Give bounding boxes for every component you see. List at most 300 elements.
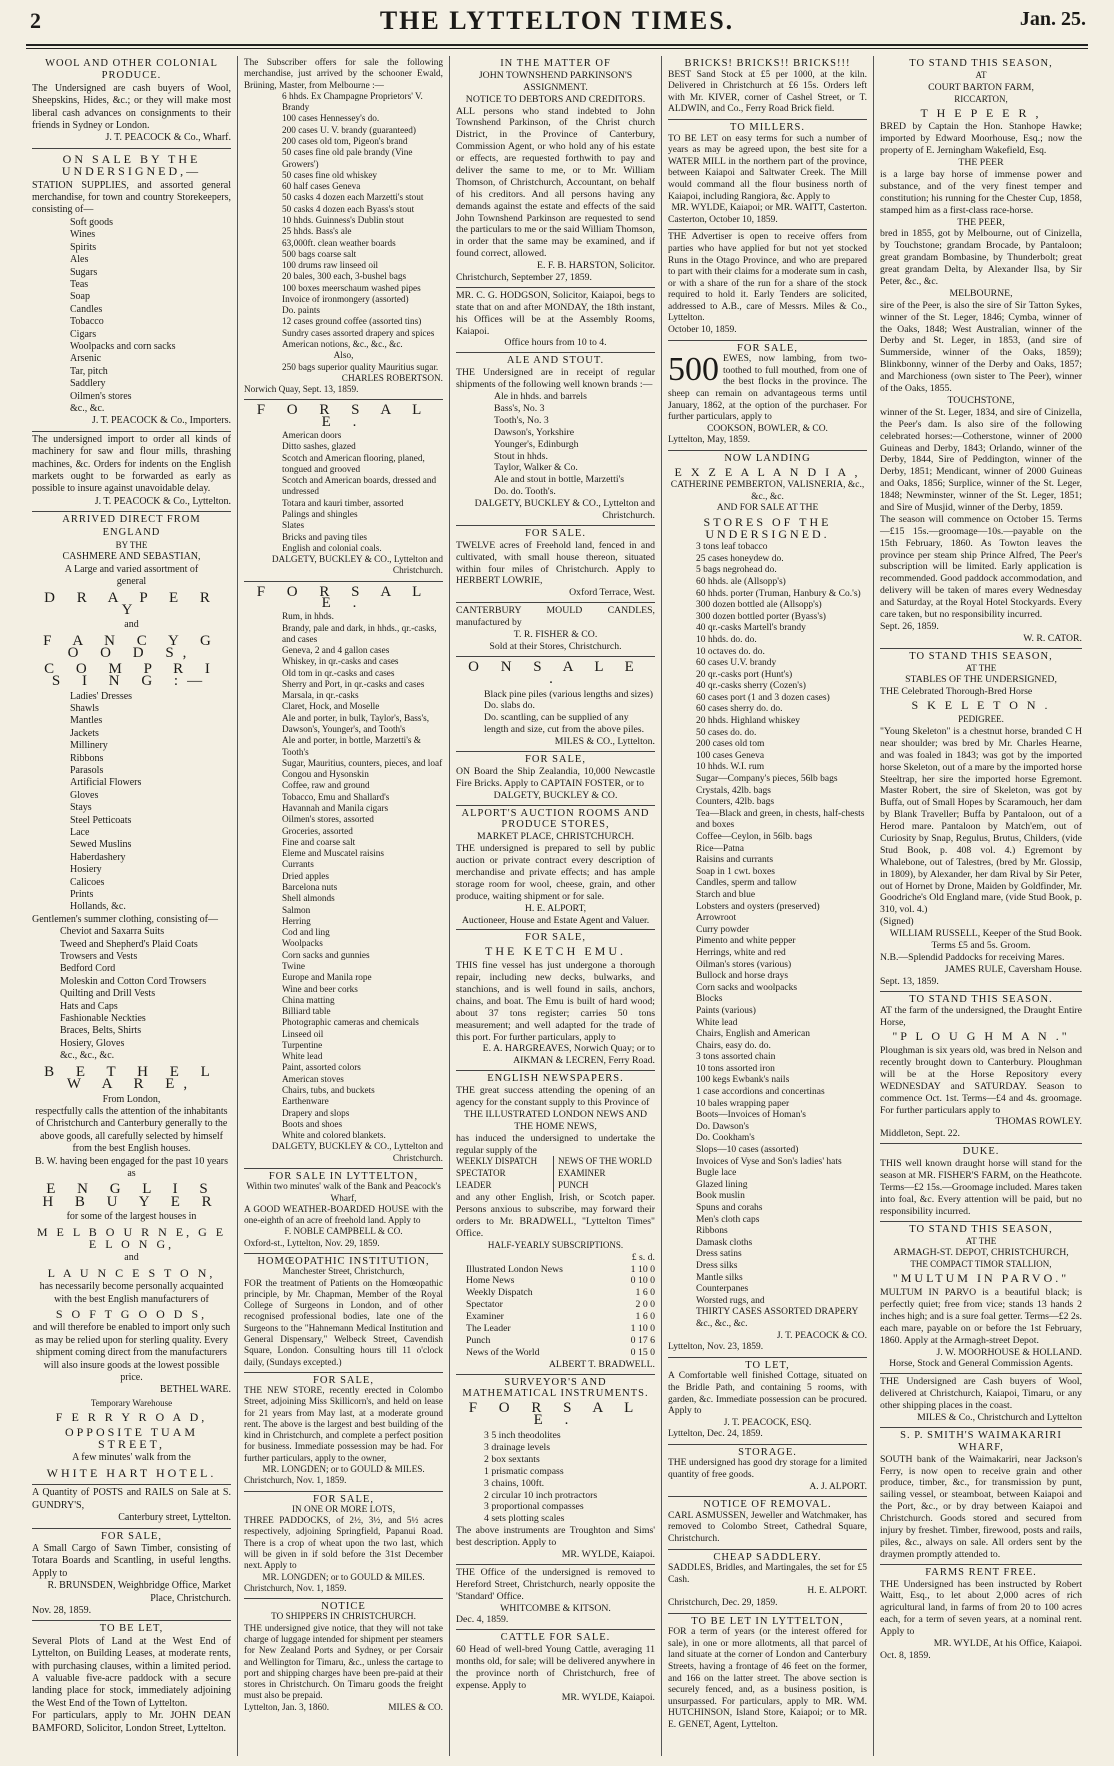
ad-date: Casterton, October 10, 1859. bbox=[668, 214, 778, 225]
ad-signature: MR. LONGDEN; or to GOULD & MILES. bbox=[262, 1465, 425, 1476]
ad-body: MR. C. G. HODGSON, Solicitor, Kaiapoi, begs to state that on and after MONDAY, the 18th instant, his Offices will be at the Assembly Rooms, Kaiapoi. bbox=[456, 289, 655, 337]
item-list bbox=[244, 612, 443, 1142]
ad-text: Also, bbox=[333, 351, 354, 362]
list-item: Ribbons bbox=[696, 1226, 728, 1237]
list-item: Woolpacks bbox=[282, 939, 323, 950]
ad-heading: ALE AND STOUT. bbox=[506, 355, 605, 367]
list-item: Totara and kauri timber, assorted bbox=[282, 498, 404, 509]
ad-heading: IN THE MATTER OF bbox=[500, 58, 611, 69]
list-item: Moleskin and Cotton Cord Trowsers bbox=[60, 975, 207, 987]
list-item: 200 cases old tom, Pigeon's brand bbox=[282, 136, 408, 147]
list-item: 10 hhds. W.I. rum bbox=[696, 762, 765, 773]
ad-date: Christchurch, September 27, 1859. bbox=[456, 272, 592, 284]
list-item: Tar, pitch bbox=[70, 365, 108, 377]
list-item: Wines bbox=[70, 229, 96, 241]
list-item: Currants bbox=[282, 860, 314, 871]
list-item: Whiskey, in qr.-casks and cases bbox=[282, 657, 399, 668]
ad-text: AT THE bbox=[965, 1235, 997, 1246]
ad-to-be-let bbox=[32, 1621, 231, 1738]
list-item: American stoves bbox=[282, 1074, 344, 1085]
list-item: Younger's, Edinburgh bbox=[494, 438, 579, 450]
ad-heading: WOOL AND OTHER COLONIAL PRODUCE. bbox=[45, 58, 218, 82]
ad-signature: MR. LONGDEN; or to GOULD & MILES. bbox=[262, 1572, 425, 1583]
ad-signature: WHITCOMBE & KITSON. bbox=[500, 1602, 611, 1614]
ad-display-text: S O F T G O O D S, bbox=[55, 1307, 208, 1321]
ad-subheading: TOUCHSTONE, bbox=[947, 394, 1015, 406]
table-row bbox=[456, 1323, 655, 1335]
ad-signature: R. BRUNSDEN, Weighbridge Office, Market Place, Christchurch. bbox=[47, 1580, 231, 1604]
list-item: Black pine piles (various lengths and sizes) bbox=[484, 688, 653, 700]
ad-number: 500 bbox=[668, 351, 719, 389]
ad-signature: J. T. PEACOCK & Co., Lyttelton. bbox=[94, 495, 231, 507]
list-item: Tea—Black and green, in chests, half-chests and boxes bbox=[696, 808, 865, 831]
list-item: 20 hhds. Highland whiskey bbox=[696, 716, 800, 727]
list-item: 50 cases fine old whiskey bbox=[282, 170, 378, 181]
list-item: White lead bbox=[696, 1017, 738, 1028]
list-item: Dress satins bbox=[696, 1249, 742, 1260]
list-item: 100 cases Hennessey's do. bbox=[282, 114, 380, 125]
ad-body: and any other English, Irish, or Scotch paper. Persons anxious to subscribe, may forward their orders to Mr. BRADWELL, "Lyttelton Times" Office. bbox=[456, 1192, 655, 1239]
list-item: Ale in hhds. and barrels bbox=[494, 391, 587, 403]
list-item: 1 case accordions and concertinas bbox=[696, 1087, 825, 1098]
ad-body: THIS well known draught horse will stand for the season at MR. FISHER'S FARM, on the Heathcote. Terms—£2 15s.—Groomage included. Mares taken into foal, &c. Every attention will be paid, but no responsibility incurred. bbox=[880, 1158, 1082, 1217]
list-item: 10 hhds. Guinness's Dublin stout bbox=[282, 215, 404, 226]
list-item: Raisins and currants bbox=[696, 855, 774, 866]
list-item: Drapery and slops bbox=[282, 1108, 350, 1119]
ad-ewes bbox=[668, 341, 867, 451]
list-item: Fine and coarse salt bbox=[282, 837, 356, 848]
list-item: Woolpacks and corn sacks bbox=[70, 340, 176, 352]
ad-body: has necessarily become personally acquainted with the best English manufacturers of bbox=[39, 1281, 224, 1305]
ad-parkinson bbox=[456, 56, 655, 288]
ad-text: Sold at their Stores, Christchurch. bbox=[489, 640, 622, 652]
list-item: Book muslin bbox=[696, 1191, 745, 1202]
ad-body: Ploughman is six years old, was bred in Nelson and recently brought down to Canterbury. Ploughman will be at the Horse Repository every WEDNESDAY and SATURDAY. Season to commence Oct. 1st. Terms—£4 and 4s. groomage. For further particulars apply to bbox=[880, 1045, 1082, 1116]
ad-body: is a large bay horse of immense power and substance, and of the very finest temper and constitution; his running for the Chester Cup, 1858, stamped him as a first-class race-horse. bbox=[880, 169, 1082, 216]
list-item: Sugar—Company's pieces, 56lb bags bbox=[696, 774, 838, 785]
ad-signature: Oxford Terrace, West. bbox=[569, 587, 655, 599]
table-row bbox=[456, 1264, 655, 1276]
ad-for-sale-timber bbox=[244, 400, 443, 581]
ad-text: 250 bags superior quality Mauritius sugar. bbox=[282, 362, 439, 373]
ad-subheading: MELBOURNE, bbox=[949, 287, 1013, 299]
list-item: Hats and Caps bbox=[60, 1000, 118, 1012]
ad-body: THE Office of the undersigned is removed to Hereford Street, Christchurch, nearly opposite the 'Standard' Office. bbox=[456, 1566, 655, 1602]
ad-signature: CHARLES ROBERTSON. bbox=[341, 373, 443, 384]
ad-heading: HOMŒOPATHIC INSTITUTION, bbox=[257, 1255, 430, 1267]
ad-heading: TO STAND THIS SEASON, bbox=[909, 1223, 1053, 1235]
list-item: Gloves bbox=[70, 789, 99, 801]
item-list bbox=[244, 92, 443, 351]
list-item: Corn sacks and gunnies bbox=[282, 950, 370, 961]
ad-body: The undersigned import to order all kinds of machinery for saw and flour mills, thrashing machines, &c. Orders for indents on the English markets ought to be forwarded as early as possible to insure against unavoidable delay. bbox=[32, 433, 231, 495]
ad-text: Auctioneer, House and Estate Agent and Valuer. bbox=[461, 914, 650, 926]
ad-text: From London, bbox=[102, 1093, 161, 1105]
ad-text: HALF-YEARLY SUBSCRIPTIONS. bbox=[487, 1239, 624, 1250]
ad-display-text: L A U N C E S T O N, bbox=[47, 1265, 216, 1280]
list-item: Taylor, Walker & Co. bbox=[494, 462, 578, 474]
list-item: Soap bbox=[70, 291, 90, 303]
list-item: Men's cloth caps bbox=[696, 1214, 760, 1225]
item-list bbox=[456, 391, 655, 498]
ad-farms-rent-free bbox=[880, 1565, 1082, 1665]
ad-text: AND FOR SALE AT THE bbox=[716, 503, 819, 514]
list-item: 5 bags negrohead do. bbox=[696, 565, 777, 576]
list-item: Calicoes bbox=[70, 876, 105, 888]
list-item: EXAMINER bbox=[558, 1168, 606, 1179]
ad-heading: DUKE. bbox=[962, 1146, 1000, 1158]
ad-freehold bbox=[456, 526, 655, 603]
ad-cottage bbox=[668, 1358, 867, 1445]
ad-display-text: "MULTUM IN PARVO." bbox=[892, 1271, 1070, 1286]
list-item: White and colored blankets. bbox=[282, 1131, 386, 1142]
ad-signature: A. J. ALPORT. bbox=[809, 1481, 867, 1492]
list-item: 63,000ft. clean weather boards bbox=[282, 238, 396, 249]
ad-text: BY THE bbox=[115, 540, 148, 551]
list-item: Pimento and white pepper bbox=[696, 936, 796, 947]
ad-heading: BRICKS! BRICKS!! BRICKS!!! bbox=[684, 58, 851, 69]
ad-body: TWELVE acres of Freehold land, fenced in and cultivated, with small house thereon, situated within four miles of Christchurch. Apply to HERBERT LOWRIE, bbox=[456, 539, 655, 587]
list-item: Blocks bbox=[696, 994, 723, 1005]
list-item: Eleme and Muscatel raisins bbox=[282, 849, 384, 860]
list-item: Saddlery bbox=[70, 378, 106, 390]
list-item: 60 cases sherry do. do. bbox=[696, 704, 783, 715]
ad-heading: NOTICE OF REMOVAL. bbox=[703, 1499, 832, 1511]
list-item: Lobsters and oysters (preserved) bbox=[696, 901, 820, 912]
ad-signature: J. T. PEACOCK & Co., Wharf. bbox=[105, 132, 231, 144]
ad-heading: ON SALE BY THE UNDERSIGNED,— bbox=[61, 151, 202, 179]
list-item: Herring bbox=[282, 916, 311, 927]
ad-signature: MILES & Co., Christchurch and Lyttelton bbox=[917, 1411, 1082, 1423]
ad-body: CANTERBURY MOULD CANDLES, manufactured by bbox=[456, 605, 655, 629]
list-item: Barcelona nuts bbox=[282, 882, 338, 893]
ad-text: TO SHIPPERS IN CHRISTCHURCH. bbox=[271, 1612, 416, 1623]
list-item: Marsala, in qr.-casks bbox=[282, 691, 359, 702]
ad-date: October 10, 1859. bbox=[668, 325, 737, 336]
list-item: 25 hhds. Bass's ale bbox=[282, 227, 352, 238]
list-item: Damask cloths bbox=[696, 1237, 753, 1248]
columns bbox=[26, 56, 1088, 1756]
list-item: Do. paints bbox=[282, 306, 321, 317]
list-item: Bricks and paving tiles bbox=[282, 532, 368, 543]
ad-text: AT THE bbox=[965, 662, 997, 673]
list-item: LEADER bbox=[456, 1180, 492, 1191]
list-item: 10 tons assorted iron bbox=[696, 1063, 775, 1074]
table-cell-name: Punch bbox=[466, 1334, 491, 1346]
ad-body: TO BE LET on easy terms for such a number of years as may be agreed upon, the best site for a WATER MILL in the northern part of the province, between Kaiapoi and Saltwater Creek. The Mill would command all the flour business north of Kaiapoi, including Rangiora, &c. Apply to bbox=[668, 133, 867, 202]
list-item: Sewed Muslins bbox=[70, 839, 132, 851]
ad-notice-shippers bbox=[244, 1599, 443, 1717]
ad-heading: ENGLISH NEWSPAPERS. bbox=[487, 1073, 624, 1085]
ad-date: Middleton, Sept. 22. bbox=[880, 1128, 960, 1140]
ad-heading: TO BE LET IN LYTTELTON, bbox=[691, 1615, 844, 1627]
ad-display-text: STORES OF THE UNDERSIGNED. bbox=[703, 514, 832, 541]
ad-text: Terms £5 and 5s. Groom. bbox=[931, 940, 1031, 952]
ad-sawn-timber bbox=[32, 1529, 231, 1622]
ad-display-text: D R A P E R Y bbox=[44, 589, 219, 619]
ad-display-text: T H E P E E R , bbox=[920, 105, 1042, 120]
table-row bbox=[456, 1275, 655, 1287]
ad-display-text: E N G L I S H B U Y E R bbox=[42, 1181, 221, 1210]
ad-signature: J. W. MOORHOUSE & HOLLAND. bbox=[936, 1346, 1082, 1358]
list-item: Do. do. Tooth's. bbox=[494, 486, 556, 498]
list-item: Linseed oil bbox=[282, 1029, 324, 1040]
ad-footer bbox=[244, 1703, 443, 1714]
ad-display-text: F E R R Y R O A D, bbox=[55, 1410, 208, 1425]
ad-paddocks bbox=[244, 1492, 443, 1600]
subscription-table bbox=[456, 1264, 655, 1359]
ad-body: THE undersigned has good dry storage for a limited quantity of free goods. bbox=[668, 1458, 867, 1481]
list-item: Trowsers and Vests bbox=[60, 951, 138, 963]
ad-signature: COOKSON, BOWLER, & CO. bbox=[707, 423, 828, 434]
list-item: Claret, Hock, and Moselle bbox=[282, 702, 380, 713]
ad-text: Horse, Stock and General Commission Agents. bbox=[889, 1358, 1073, 1370]
list-item: 60 hhds. ale (Allsopp's) bbox=[696, 576, 786, 587]
ad-date: Norwich Quay, Sept. 13, 1859. bbox=[244, 385, 359, 396]
list-item: PUNCH bbox=[558, 1180, 589, 1191]
list-item: Worsted rugs, and bbox=[696, 1295, 765, 1306]
ad-signature: THOMAS ROWLEY. bbox=[995, 1116, 1082, 1128]
list-item: Quilting and Drill Vests bbox=[60, 988, 156, 1000]
list-item: Soap in 1 cwt. boxes bbox=[696, 866, 775, 877]
ad-signature: E. A. HARGREAVES, Norwich Quay; or to AIKMAN & LECREN, Ferry Road. bbox=[482, 1043, 655, 1067]
ad-body: THE Advertiser is open to receive offers from parties who have applied for but not yet stocked Runs in the Otago Province, and who are prepared to part with their claims for a moderate sum in cash, or with a share of the run for a share of the stock required to hold it. Early Tenders are solicited, addressed to A.B., care of Messrs. Miles & Co., Lyttelton. bbox=[668, 232, 867, 324]
list-item: 3 drainage levels bbox=[484, 1441, 551, 1453]
list-item: Corn sacks and woolpacks bbox=[696, 982, 798, 993]
list-item: Sundry cases assorted drapery and spices bbox=[282, 328, 435, 339]
list-item: Cigars bbox=[70, 328, 97, 340]
ad-hodgson bbox=[456, 288, 655, 353]
list-item: Slops—10 cases (assorted) bbox=[696, 1145, 799, 1156]
column-4 bbox=[662, 56, 874, 1756]
list-item: Artificial Flowers bbox=[70, 777, 142, 789]
ad-heading: ALPORT'S AUCTION ROOMS AND PRODUCE STORES, bbox=[461, 807, 650, 831]
table-cell-price: 0 17 6 bbox=[630, 1334, 655, 1346]
ad-signature: J. T. PEACOCK & Co., Importers. bbox=[91, 415, 231, 427]
ad-instruments bbox=[456, 1375, 655, 1565]
list-item: Dawson's, Yorkshire bbox=[494, 426, 575, 438]
table-cell-name: Weekly Dispatch bbox=[466, 1287, 533, 1299]
ad-display-text: F O R S A L E . bbox=[468, 1400, 643, 1429]
ad-heading: CATTLE FOR SALE. bbox=[500, 1632, 611, 1644]
ad-text: CATHERINE PEMBERTON, VALISNERIA, &c., &c., &c. bbox=[670, 480, 865, 502]
ad-text: Temporary Warehouse bbox=[90, 1397, 173, 1408]
list-item: 50 cases fine old pale brandy (Vine Growers') bbox=[282, 148, 413, 170]
list-item: Hollands, &c. bbox=[70, 901, 126, 913]
list-item: 300 dozen bottled porter (Byass's) bbox=[696, 611, 826, 622]
ad-storage bbox=[668, 1445, 867, 1497]
list-item: Oilman's stores (various) bbox=[696, 959, 792, 970]
ad-body: sire of the Peer, is also the sire of Sir Tatton Sykes, winner of the St. Leger, 1846; Cymba, winner of the Oaks, 1848; West Australian, winner of the Derby and St. Leger, in 1853, (and sire of Summerside, winner of the Oaks, 1859); Blinkbonny, winner of the Derby and Oaks, 1857; and Marchioness (own sister to The Peer), winner of the Oaks, 1855. bbox=[880, 299, 1082, 395]
list-item: Haberdashery bbox=[70, 851, 126, 863]
ad-signature: F. NOBLE CAMPBELL & CO. bbox=[284, 1227, 403, 1238]
list-item: Ales bbox=[70, 254, 89, 266]
ad-wool bbox=[32, 56, 231, 149]
ad-text: COURT BARTON FARM, bbox=[928, 81, 1034, 93]
ad-display-text: WHITE HART HOTEL. bbox=[46, 1465, 217, 1480]
ad-heading: TO MILLERS. bbox=[730, 121, 805, 133]
ad-signature: WILLIAM RUSSELL, Keeper of the Stud Book. bbox=[889, 928, 1082, 940]
column-2 bbox=[238, 56, 450, 1756]
list-item: 20 qr.-casks port (Hunt's) bbox=[696, 669, 793, 680]
ad-signature: MILES & CO. bbox=[388, 1702, 443, 1713]
table-cell-price: 1 10 0 bbox=[630, 1322, 655, 1334]
ad-heading: FOR SALE, bbox=[101, 1530, 162, 1542]
ad-body: THE Undersigned are in receipt of regular shipments of the following well known brands :— bbox=[456, 367, 655, 391]
list-item: 100 cases Geneva bbox=[696, 750, 765, 761]
list-item: Ribbons bbox=[70, 752, 104, 764]
list-item: Invoice of ironmongery (assorted) bbox=[282, 294, 409, 305]
ad-signature: MILES & CO., Lyttelton. bbox=[554, 736, 655, 748]
list-item: Billiard table bbox=[282, 1007, 331, 1018]
ad-body: The Subscriber offers for sale the following merchandise, just arrived by the schooner Ewald, Brüning, Master, from Melbourne :— bbox=[244, 58, 443, 91]
ad-subheading: THE PEER, bbox=[957, 216, 1005, 228]
list-item: Parasols bbox=[70, 764, 104, 776]
item-list bbox=[456, 1156, 553, 1192]
ad-display-text: THE KETCH EMU. bbox=[485, 944, 626, 959]
list-item: Counters, 42lb. bags bbox=[696, 797, 775, 808]
ad-heading: TO STAND THIS SEASON. bbox=[909, 993, 1053, 1005]
ad-subheading: PEDIGREE. bbox=[958, 714, 1004, 725]
ad-text: and bbox=[124, 1252, 139, 1264]
ad-date: Christchurch, Nov. 1, 1859. bbox=[244, 1583, 347, 1594]
ad-signature: DALGETY, BUCKLEY & CO., Lyttelton and Christchurch. bbox=[271, 1142, 443, 1164]
ad-millers bbox=[668, 120, 867, 230]
ad-body: B. W. having been engaged for the past 10 years as bbox=[34, 1155, 228, 1179]
ad-text: and bbox=[124, 619, 139, 631]
list-item: Twine bbox=[282, 961, 305, 972]
item-list bbox=[456, 689, 655, 737]
ad-body: ON Board the Ship Zealandia, 10,000 Newcastle Fire Bricks. Apply to CAPTAIN FOSTER, or to bbox=[456, 765, 655, 789]
ad-signature: DALGETY, BUCKLEY & CO., Lyttelton and Christchurch. bbox=[474, 498, 655, 521]
list-item: Slates bbox=[282, 521, 305, 532]
list-item: 50 casks 4 dozen each Marzetti's stout bbox=[282, 193, 424, 204]
ad-text: AT bbox=[975, 69, 987, 80]
list-item: Tooth's, No. 3 bbox=[494, 414, 549, 426]
issue-date: Jan. 25. bbox=[1019, 8, 1086, 30]
list-item: Chairs, easy do. do. bbox=[696, 1040, 771, 1051]
list-item: 300 dozen bottled ale (Allsopp's) bbox=[696, 600, 822, 611]
list-item: NEWS OF THE WORLD bbox=[558, 1156, 652, 1167]
ad-body: and will therefore be enabled to import only such as may be relied upon for sterling quality. Every shipment coming direct from the manufacturers will also insure goods at the lowest possible price. bbox=[32, 1322, 231, 1384]
list-item: 2 box sextants bbox=[484, 1453, 540, 1465]
list-item: Counterpanes bbox=[696, 1284, 749, 1295]
ad-heading: F O R S A L E . bbox=[256, 583, 431, 611]
list-item: Shell almonds bbox=[282, 894, 335, 905]
list-item: Salmon bbox=[282, 905, 311, 916]
ad-subheading: THE PEER bbox=[958, 157, 1004, 169]
list-item: Chairs, English and American bbox=[696, 1029, 810, 1040]
list-item: Paints (various) bbox=[696, 1005, 756, 1016]
ad-signature: JAMES RULE, Caversham House. bbox=[944, 963, 1082, 975]
list-item: Turpentine bbox=[282, 1040, 323, 1051]
list-item: Sherry and Port, in qr.-casks and cases bbox=[282, 679, 425, 690]
ad-signature: H. E. ALPORT. bbox=[807, 1586, 867, 1597]
list-item: White lead bbox=[282, 1052, 323, 1063]
list-item: Ale and porter, in bulk, Taylor's, Bass's, Dawson's, Younger's, and Tooth's bbox=[282, 713, 430, 736]
list-item: 1 prismatic compass bbox=[484, 1465, 564, 1477]
ad-display-text: F A N C Y G O O D S, bbox=[43, 632, 220, 662]
list-item: Candles, sperm and tallow bbox=[696, 878, 797, 889]
list-item: Spirits bbox=[70, 241, 97, 253]
table-cell-price: 0 10 0 bbox=[630, 1275, 655, 1287]
list-item: Shawls bbox=[70, 702, 99, 714]
ad-body: FOR a term of years (or the interest offered for sale), in one or more allotments, all that parcel of land situate at the corner of London and Canterbury Streets, having a frontage of 46 feet on the former, and 166 on the latter street. The above section is securely fenced, and, as a business position, is unsurpassed. For particulars, apply to MR. WM. HUTCHINSON, Island Store, Kaiapoi; or to MR. E. GENET, Agent, Lyttelton. bbox=[668, 1627, 867, 1730]
item-list bbox=[668, 542, 867, 1330]
ad-text: A few minutes' walk from the bbox=[72, 1452, 191, 1464]
ad-body: SADDLES, Bridles, and Martingales, the set for £5 Cash. bbox=[668, 1563, 867, 1585]
ad-text: JOHN TOWNSHEND PARKINSON'S ASSIGNMENT. bbox=[478, 69, 633, 93]
ad-heading: FOR SALE, bbox=[737, 342, 798, 354]
list-item: Brandy, pale and dark, in hhds., qr.-casks, and cases bbox=[282, 623, 437, 645]
ad-date: Lyttelton, Nov. 23, 1859. bbox=[668, 1342, 764, 1353]
list-item: American doors bbox=[282, 431, 342, 441]
table-cell-name: News of the World bbox=[466, 1346, 540, 1358]
ad-date: Oxford-st., Lyttelton, Nov. 29, 1859. bbox=[244, 1238, 380, 1249]
ad-signature: T. R. FISHER & CO. bbox=[513, 628, 598, 640]
list-item: Havannah and Manila cigars bbox=[282, 804, 389, 814]
list-item: 3 5 inch theodolites bbox=[484, 1430, 561, 1442]
list-item: Coffee, raw and ground bbox=[282, 781, 370, 792]
table-cell-price: 1 6 0 bbox=[635, 1311, 655, 1323]
ad-body: SOUTH bank of the Waimakariri, near Jackson's Ferry, is now open to receive grain and other produce, timber, &c., for transmission by punt, sailing vessel, or steamboat, between Kaiapoi and the Port, &c., or by dray between Kaiapoi and Christchurch. Goods stored and secured from injury by freshet. Timber, firewood, posts and rails, piles, &c., always on sale. All orders sent by the draymen promptly attended to. bbox=[880, 1453, 1082, 1560]
item-list bbox=[456, 1430, 655, 1525]
ad-heading: NOTICE bbox=[321, 1601, 366, 1613]
list-item: Oilmen's stores bbox=[70, 390, 132, 402]
ad-body: ALL persons who stand indebted to John Townshend Parkinson, of the Christ church District, in the Province of Canterbury, Commission Agent, or who hold any of his estate or effects, are requested forthwith to pay and deliver the same to me, or to Mr. William Thomson, of Christchurch, Accountant, on behalf of his creditors. And all persons having any demands against the estate and effects of the said John Townshend Parkinson are requested to send the particulars to me or the said William Thomson, in order that the same may be examined, and if found correct, allowed. bbox=[456, 105, 655, 260]
ad-cattle bbox=[456, 1630, 655, 1706]
ad-heading: TO STAND THIS SEASON, bbox=[909, 58, 1053, 69]
ad-ploughman bbox=[880, 992, 1082, 1145]
list-item: Bedford Cord bbox=[60, 963, 116, 975]
ad-heading: FOR SALE, bbox=[313, 1374, 374, 1386]
ad-body: EWES, now lambing, from two-toothed to full mouthed, from one of the best flocks in the province. The sheep can remain on advantageous terms until January, 1862, at the option of the purchaser. For further particulars, apply to bbox=[668, 354, 867, 423]
ad-body: THE great success attending the opening of an agency for the constant supply to this Province of bbox=[456, 1085, 655, 1109]
ad-new-store bbox=[244, 1373, 443, 1492]
list-item: Earthenware bbox=[282, 1097, 329, 1108]
list-item: SPECTATOR bbox=[456, 1168, 506, 1179]
list-item: Scotch and American flooring, planed, tongued and grooved bbox=[282, 453, 425, 475]
ad-text: IN ONE OR MORE LOTS, bbox=[291, 1504, 396, 1515]
ad-body: The season will commence on October 15. Terms—£15 15s.—groomage—10s.—payable on the 15th February, 1860. As Towton leaves the province per steam ship Prince Alfred, The Peer's subscription will be limited. Early application is recommended. Good paddock accommodation, and delivery will be taken of mares every Wednesday and Saturday, at the Royal Hotel Stockyards. Every care taken, but no responsibility incurred. bbox=[880, 513, 1082, 620]
ad-saddlery bbox=[668, 1550, 867, 1614]
ad-text: N.B.—Splendid Paddocks for receiving Mares. bbox=[880, 951, 1065, 963]
list-item: Mantle silks bbox=[696, 1272, 743, 1283]
ad-posts-rails bbox=[32, 1485, 231, 1528]
ad-body: THE undersigned is prepared to sell by public auction or private contract every description of merchandise and private effects; and has ample storage room for wool, cheese, grain, and other produce, waiting shipment or for sale. bbox=[456, 843, 655, 902]
list-item: Soft goods bbox=[70, 216, 114, 228]
list-item: Rice—Patna bbox=[696, 843, 745, 854]
list-item: 40 qr.-casks Martell's brandy bbox=[696, 623, 806, 634]
ad-body: STATION SUPPLIES, and assorted general merchandise, for town and country Storekeepers, consisting of— bbox=[32, 179, 231, 216]
list-item: 200 cases U. V. brandy (guaranteed) bbox=[282, 125, 416, 136]
list-item: Spuns and corahs bbox=[696, 1203, 763, 1213]
ad-date: Sept. 13, 1859. bbox=[880, 975, 939, 987]
ad-signature: For particulars, apply to Mr. JOHN DEAN BAMFORD, Solicitor, London Street, Lyttelton. bbox=[32, 1710, 231, 1734]
list-item: Old tom in qr.-casks and cases bbox=[282, 668, 395, 679]
ad-body: A Comfortable well finished Cottage, situated on the Bridle Path, and containing 5 rooms, with garden, &c. Immediate possession can be procured. Apply to bbox=[668, 1371, 867, 1417]
ad-text: general bbox=[116, 576, 147, 588]
list-item: Do. Dawson's bbox=[696, 1121, 749, 1132]
list-item: Prints bbox=[70, 889, 94, 900]
ad-now-landing bbox=[668, 451, 867, 1358]
table-cell-price: 1 6 0 bbox=[635, 1287, 655, 1299]
ad-bethel-ware bbox=[32, 512, 231, 1485]
item-list bbox=[32, 691, 231, 914]
list-item: 200 cases old tom bbox=[696, 739, 765, 750]
list-item: Arrowroot bbox=[696, 913, 737, 924]
item-list bbox=[32, 217, 231, 416]
